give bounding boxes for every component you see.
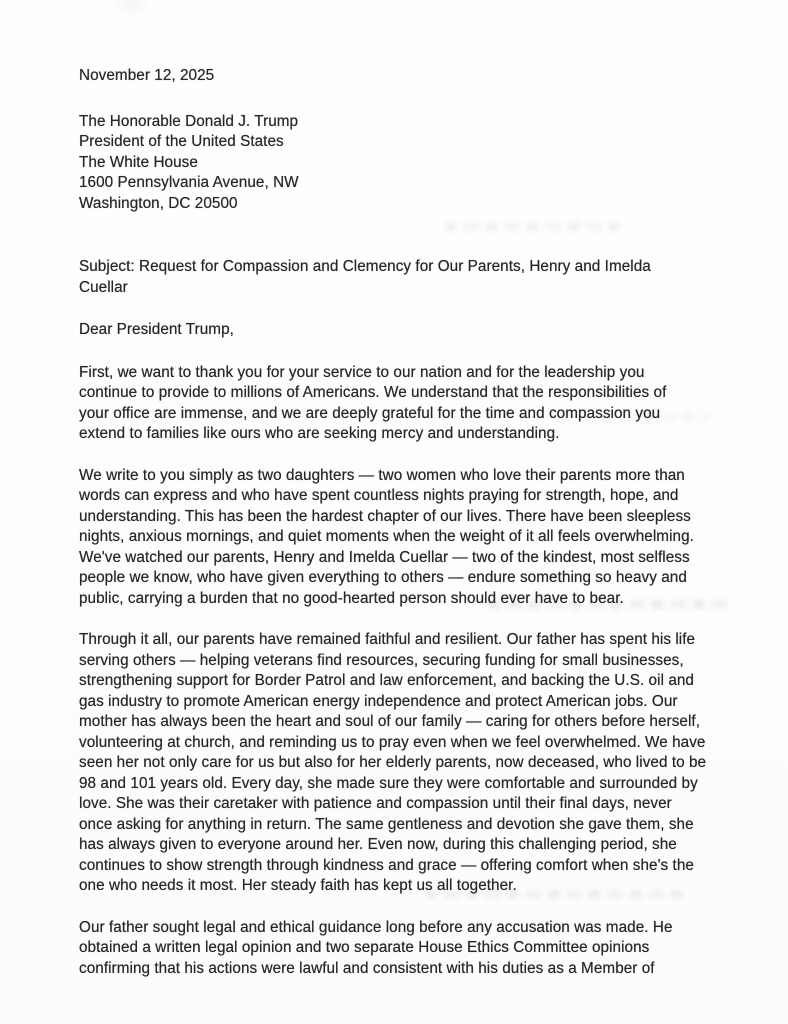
text-line: extend to families like ours who are seeking mercy and understanding. [79, 425, 560, 442]
text-line: Washington, DC 20500 [79, 194, 238, 212]
text-line: people we know, who have given everything to others — endure something so heavy and [79, 569, 687, 586]
text-line: volunteering at church, and reminding us to pray even when we feel overwhelmed. We have [79, 733, 706, 751]
text-line: strengthening support for Border Patrol and law enforcement, and backing the U.S. oil and [79, 672, 694, 689]
text-line: one who needs it most. Her steady faith has kept us all together. [79, 877, 517, 894]
text-line: Subject: Request for Compassion and Clemency for Our Parents, Henry and Imelda [79, 258, 651, 275]
text-line: 98 and 101 years old. Every day, she made sure they were comfortable and surrounded by [79, 774, 698, 792]
letter-body [79, 363, 739, 980]
text-line: First, we want to thank you for your service to our nation and for the leadership you [79, 363, 645, 381]
paragraph [79, 630, 739, 897]
scan-artifact [118, 2, 144, 9]
text-line: nights, anxious mornings, and quiet moments when the weight of it all feels overwhelming. [79, 528, 694, 545]
text-line: confirming that his actions were lawful and consistent with his duties as a Member of [79, 959, 655, 977]
text-line: The White House [79, 153, 198, 171]
text-line: Cuellar [79, 278, 128, 296]
text-line: serving others — helping veterans find resources, securing funding for small businesses, [79, 651, 684, 669]
text-line: public, carrying a burden that no good-hearted person should ever have to bear. [79, 589, 624, 607]
text-line: The Honorable Donald J. Trump [79, 112, 299, 130]
text-line: has always given to everyone around her. Even now, during this challenging period, she [79, 836, 677, 853]
text-line: mother has always been the heart and soul of our family — caring for others before herself, [79, 713, 700, 730]
text-line: gas industry to promote American energy independence and protect American jobs. Our [79, 692, 678, 710]
text-line: obtained a written legal opinion and two separate House Ethics Committee opinions [79, 939, 650, 956]
text-line: Through it all, our parents have remained faithful and resilient. Our father has spent his life [79, 631, 696, 648]
text-line: words can express and who have spent countless nights praying for strength, hope, and [79, 487, 679, 504]
text-line: We've watched our parents, Henry and Imelda Cuellar — two of the kindest, most selfless [79, 548, 690, 566]
text-line: President of the United States [79, 133, 284, 150]
text-line: seen her not only care for us but also for her elderly parents, now deceased, who lived to be [79, 754, 707, 771]
recipient-address-block [79, 112, 739, 215]
text-line: once asking for anything in return. The same gentleness and devotion she gave them, she [79, 815, 694, 833]
text-line: understanding. This has been the hardest chapter of our lives. There have been sleepless [79, 507, 691, 525]
text-line: Our father sought legal and ethical guidance long before any accusation was made. He [79, 918, 673, 936]
salutation: Dear President Trump, [79, 321, 234, 338]
text-line: love. She was their caretaker with patience and compassion until their final days, never [79, 795, 672, 812]
paragraph [79, 466, 739, 610]
text-line: We write to you simply as two daughters — two women who love their parents more than [79, 466, 685, 484]
paragraph [79, 363, 739, 445]
text-line: continue to provide to millions of Americans. We understand that the responsibilities of [79, 384, 667, 401]
letter-content [79, 66, 739, 979]
subject-block [79, 257, 739, 298]
paragraph [79, 918, 739, 980]
text-line: 1600 Pennsylvania Avenue, NW [79, 174, 299, 191]
letter-date: November 12, 2025 [79, 67, 215, 84]
text-line: continues to show strength through kindness and grace — offering comfort when she's the [79, 856, 694, 874]
text-line: your office are immense, and we are deeply grateful for the time and compassion you [79, 404, 661, 422]
